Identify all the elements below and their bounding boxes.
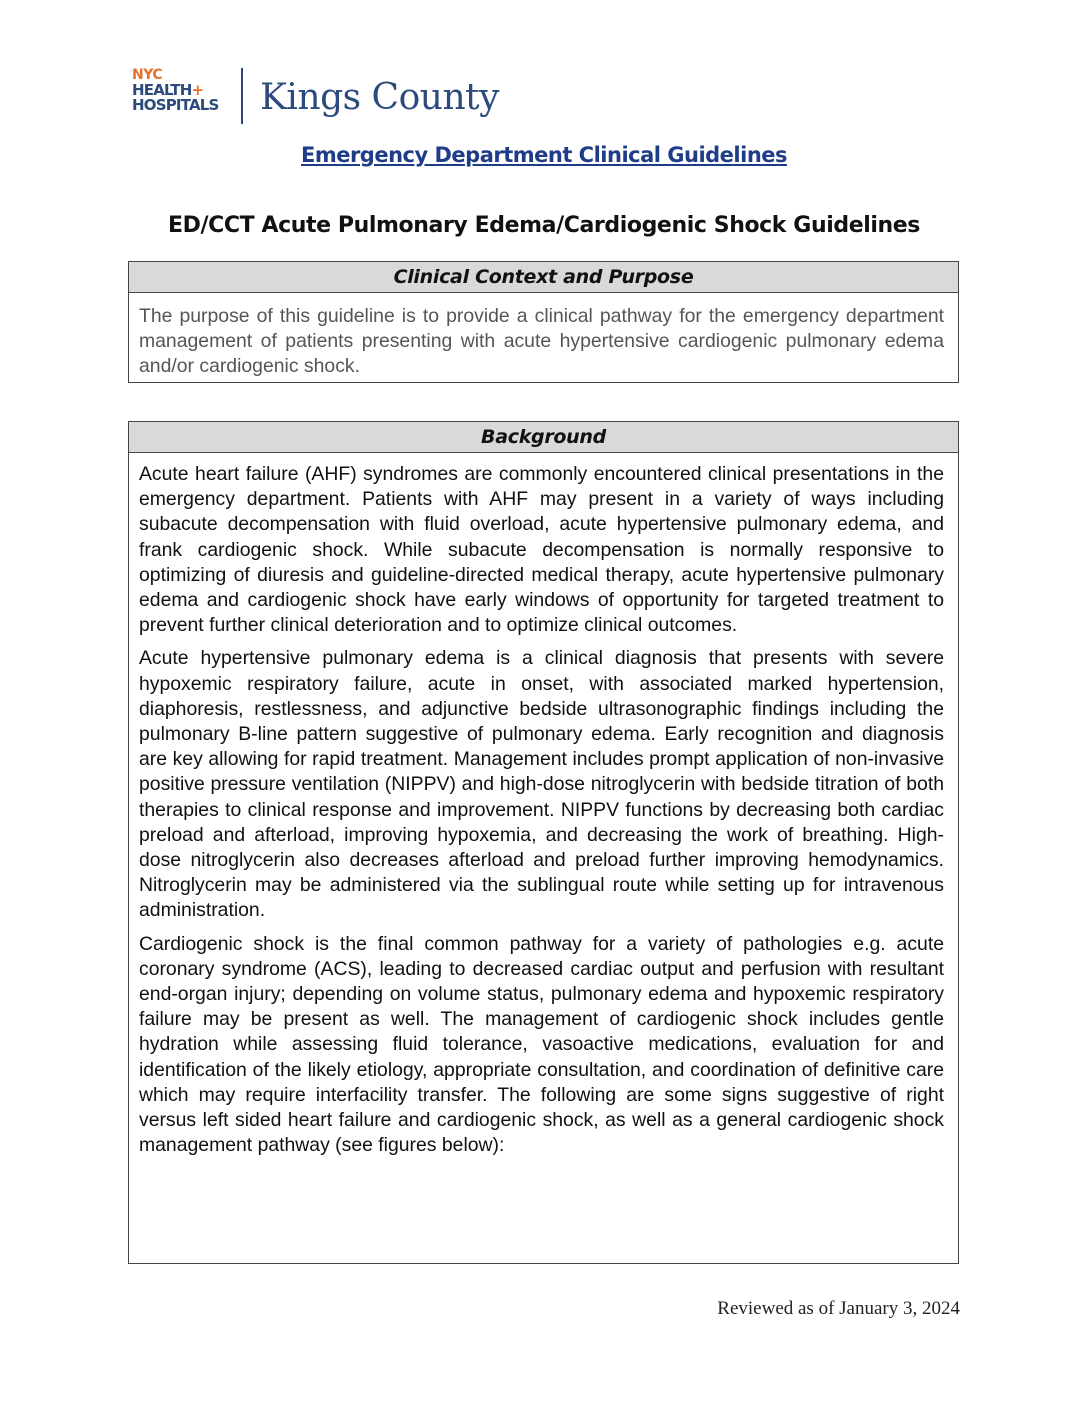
logo-nyc: NYC — [132, 67, 163, 83]
background-paragraph: Acute heart failure (AHF) syndromes are commonly encountered clinical presentations in the emergency department. Patients with AHF may present in a variety of ways including subacute decompensation with fluid overload, acute hypertensive pulmonary edema, and frank cardiogenic shock. While subacute decompensation is normally responsive to optimizing of diuresis and guideline-directed medical therapy, acute hypertensive pulmonary edema and cardiogenic shock have early windows of opportunity for targeted treatment to prevent further clinical deterioration and to optimize clinical outcomes. — [139, 463, 944, 637]
document-title: ED/CCT Acute Pulmonary Edema/Cardiogenic Shock Guidelines — [168, 213, 920, 238]
context-heading: Clinical Context and Purpose — [129, 262, 958, 293]
logo-kings-county: Kings County — [260, 77, 499, 118]
logo-health: HEALTH — [132, 81, 192, 99]
background-heading: Background — [129, 422, 958, 453]
logo-plus: + — [191, 81, 204, 99]
background-section — [128, 421, 959, 1264]
background-paragraph: Cardiogenic shock is the final common pathway for a variety of pathologies e.g. acute coronary syndrome (ACS), leading to decreased cardiac output and perfusion with resultant end-organ injury; depending on volume status, pulmonary edema and hypoxemic respiratory failure may be present as well. The management of cardiogenic shock includes gentle hydration while assessing fluid tolerance, vasoactive medications, evaluation for and identification of the likely etiology, appropriate consultation, and coordination of definitive care which may require interfacility transfer. The following are some signs suggestive of right versus left sided heart failure and cardiogenic shock, as well as a general cardiogenic shock management pathway (see figures below): — [139, 932, 944, 1157]
logo-divider — [241, 68, 243, 124]
logo-hospitals: HOSPITALS — [132, 96, 219, 114]
context-text: The purpose of this guideline is to provide a clinical pathway for the emergency department management of patients presenting with acute hypertensive cardiogenic pulmonary edema and/or cardiogenic shock. — [139, 305, 944, 378]
background-paragraph: Acute hypertensive pulmonary edema is a clinical diagnosis that presents with severe hypoxemic respiratory failure, acute in onset, with associated marked hypertension, diaphoresis, restlessness, and adjunctive bedside ultrasonographic findings including the pulmonary B-line pattern suggestive of pulmonary edema. Early recognition and diagnosis are key allowing for rapid treatment. Management includes prompt application of non-invasive positive pressure ventilation (NIPPV) and high-dose nitroglycerin with bedside titration of both therapies to clinical response and improvement. NIPPV functions by decreasing both cardiac preload and afterload, improving hypoxemia, and decreasing the work of breathing. High-dose nitroglycerin also decreases afterload and preload further improving hemodynamics. Nitroglycerin may be administered via the sublingual route while setting up for intravenous administration. — [139, 647, 944, 922]
review-date: Reviewed as of January 3, 2024 — [717, 1298, 960, 1319]
context-section — [128, 261, 959, 383]
department-title: Emergency Department Clinical Guidelines — [300, 143, 788, 167]
nyc-health-hospitals-mark — [132, 68, 232, 113]
